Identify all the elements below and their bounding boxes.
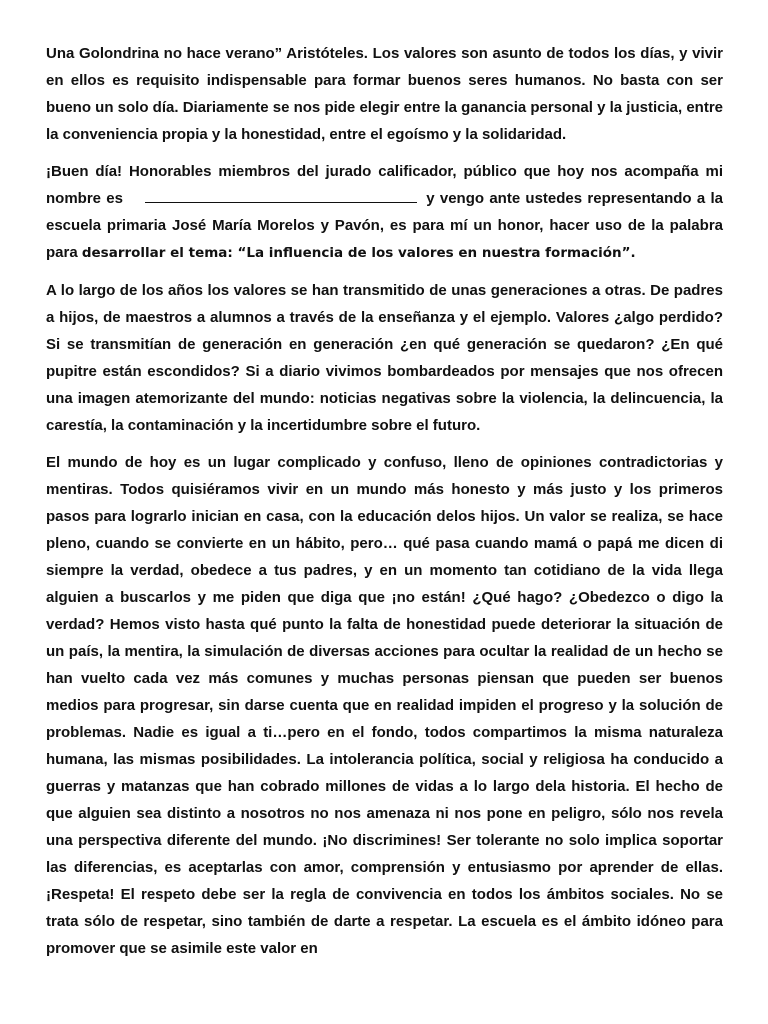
paragraph-world-today: El mundo de hoy es un lugar complicado y confuso, lleno de opiniones contradictorias y mentiras. Todos quisiéramos vivir en un mundo más honesto y más justo y los primeros pasos para lograrlo inician en casa, con la educación delos hijos. Un valor se realiza, se hace pleno, cuando se convierte en un hábito, pero… qué pasa cuando mamá o papá me dicen di siempre la verdad, obedece a tus padres, y en un momento tan cotidiano de la vida llega alguien a buscarlos y me piden que diga que ¡no están! ¿Qué hago? ¿Obedezco o digo la verdad? Hemos visto hasta qué punto la falta de honestidad puede deteriorar la situación de un país, la mentira, la simulación de diversas acciones para ocultar la realidad de un hecho se han vuelto cada vez más comunes y muchas personas piensan que pueden ser buenos medios para progresar, sin darse cuenta que en realidad impiden el progreso y la solución de problemas. Nadie es igual a ti…pero en el fondo, todos compartimos la misma naturaleza humana, las mismas posibilidades. La intolerancia política, social y religiosa ha conducido a guerras y matanzas que han cobrado millones de vidas a lo largo dela historia. El hecho de que alguien sea distinto a nosotros no nos amenaza ni nos pone en peligro, sólo nos revela una perspectiva diferente del mundo. ¡No discrimines! Ser tolerante no solo implica soportar las diferencias, es aceptarlas con amor, comprensión y entusiasmo por aprender de ellas. ¡Respeta! El respeto debe ser la regla de convivencia en todos los ámbitos sociales. No se trata sólo de respetar, sino también de darte a respetar. La escuela es el ámbito idóneo para promover que se asimile este valor en bbox=[46, 454, 723, 957]
name-blank-line bbox=[145, 188, 417, 203]
paragraph-intro: Una Golondrina no hace verano” Aristóteles. Los valores son asunto de todos los días, y vivir en ellos es requisito indispensable para formar buenos seres humanos. No basta con ser bueno un solo día. Diariamente se nos pide elegir entre la ganancia personal y la justicia, entre la conveniencia propia y la honestidad, entre el egoísmo y la solidaridad. bbox=[46, 45, 723, 143]
paragraph-greeting bbox=[46, 158, 723, 267]
document-page bbox=[46, 40, 723, 972]
greeting-continuation: y vengo ante ustedes representando a la escuela primaria José María Morelos y Pavón, es para mí un honor, hacer uso de la palabra para bbox=[46, 190, 723, 261]
paragraph-generations: A lo largo de los años los valores se han transmitido de unas generaciones a otras. De padres a hijos, de maestros a alumnos a través de la enseñanza y el ejemplo. Valores ¿algo perdido? Si se transmitían de generación en generación ¿en qué generación se quedaron? ¿En qué pupitre están escondidos? Si a diario vivimos bombardeados por mensajes que nos ofrecen una imagen atemorizante del mundo: noticias negativas sobre la violencia, la delincuencia, la carestía, la contaminación y la incertidumbre sobre el futuro. bbox=[46, 282, 723, 434]
topic-line: desarrollar el tema: “La influencia de los valores en nuestra formación”. bbox=[81, 245, 636, 261]
greeting-text: ¡Buen día! Honorables miembros del jurado calificador, público que hoy nos acompaña mi nombre es bbox=[46, 163, 723, 207]
